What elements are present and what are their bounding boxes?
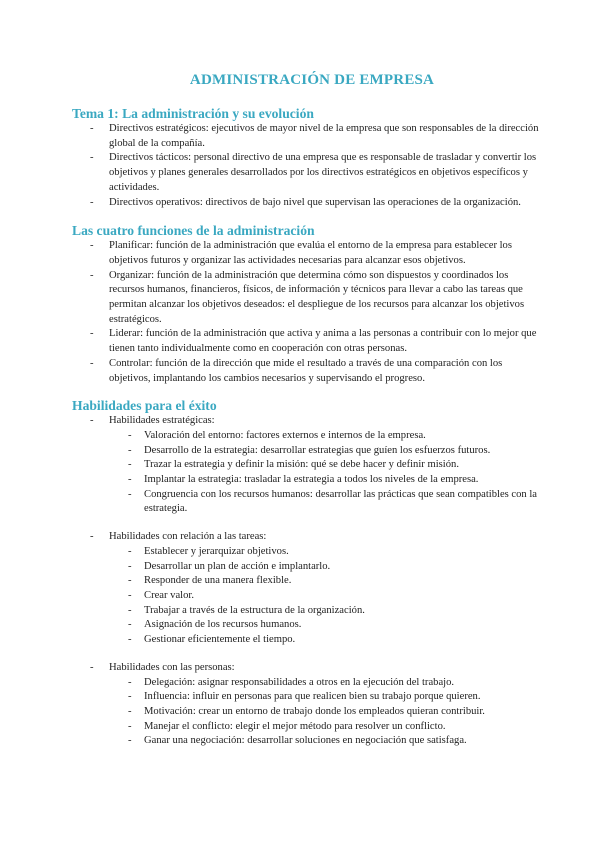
document-title: ADMINISTRACIÓN DE EMPRESA	[189, 72, 435, 88]
list-funciones	[72, 239, 540, 386]
sub-item: - Implantar la estrategia: trasladar la estrategia a todos los niveles de la empresa.	[109, 473, 540, 488]
sub-item: - Influencia: influir en personas para que realicen bien su trabajo porque quieren.	[109, 690, 540, 705]
list-habilidades	[72, 414, 540, 749]
sub-item: - Trabajar a través de la estructura de la organización.	[109, 604, 540, 619]
sub-item: - Motivación: crear un entorno de trabajo donde los empleados quieran contribuir.	[109, 705, 540, 720]
sub-item: - Valoración del entorno: factores externos e internos de la empresa.	[109, 429, 540, 444]
sub-item: - Crear valor.	[109, 589, 540, 604]
group-label: Habilidades con relación a las tareas:	[109, 531, 267, 543]
sub-item: - Desarrollo de la estrategia: desarrollar estrategias que guíen los esfuerzos futuros.	[109, 444, 540, 459]
list-item: - Planificar: función de la administración que evalúa el entorno de la empresa para establecer los objetivos futuros y organizar las actividades necesarias para alcanzar esos objetivos.	[72, 239, 540, 268]
group-personas	[72, 661, 540, 749]
sub-item: - Manejar el conflicto: elegir el mejor método para resolver un conflicto.	[109, 720, 540, 735]
section-heading-tema1: Tema 1: La administración y su evolución	[72, 106, 314, 121]
sub-item: - Desarrollar un plan de acción e implantarlo.	[109, 560, 540, 575]
list-item: - Directivos operativos: directivos de bajo nivel que supervisan las operaciones de la organización.	[72, 196, 540, 211]
list-item: - Organizar: función de la administración que determina cómo son dispuestos y coordinados los recursos humanos, financieros, físicos, de información y técnicos para llevar a cabo las tareas que permitan alcanzar los objetivos deseados: el despliegue de los recursos para alcanzar los objetivos estratégicos.	[72, 269, 540, 328]
sub-item: - Responder de una manera flexible.	[109, 574, 540, 589]
sub-item: - Congruencia con los recursos humanos: desarrollar las prácticas que sean compatibles con la estrategia.	[109, 488, 540, 517]
list-directivos	[72, 122, 540, 210]
sub-item: - Trazar la estrategia y definir la misión: qué se debe hacer y definir misión.	[109, 458, 540, 473]
list-item: - Liderar: función de la administración que activa y anima a las personas a contribuir con lo mejor que tienen tanto individualmente como en cooperación con otras personas.	[72, 327, 540, 356]
sub-item: - Establecer y jerarquizar objetivos.	[109, 545, 540, 560]
group-estrategicas	[72, 414, 540, 517]
sub-item: - Ganar una negociación: desarrollar soluciones en negociación que satisfaga.	[109, 734, 540, 749]
group-label: Habilidades estratégicas:	[109, 415, 215, 427]
section-heading-funciones: Las cuatro funciones de la administración	[72, 223, 315, 239]
section-heading-habilidades: Habilidades para el éxito	[72, 398, 217, 414]
sublist-personas	[109, 676, 540, 750]
list-item: - Directivos tácticos: personal directivo de una empresa que es responsable de trasladar y convertir los objetivos y planes generales desarrollados por los directivos estratégicos en objetivos específicos y actividades.	[72, 151, 540, 195]
sublist-tareas	[109, 545, 540, 648]
list-item: - Controlar: función de la dirección que mide el resultado a través de una comparación con los objetivos, implantando los cambios necesarios y supervisando el progreso.	[72, 357, 540, 386]
group-label: Habilidades con las personas:	[109, 661, 235, 673]
sub-item: - Asignación de los recursos humanos.	[109, 618, 540, 633]
sub-item: - Delegación: asignar responsabilidades a otros en la ejecución del trabajo.	[109, 676, 540, 691]
list-item: - Directivos estratégicos: ejecutivos de mayor nivel de la empresa que son responsables de la dirección global de la compañía.	[72, 122, 540, 151]
sub-item: - Gestionar eficientemente el tiempo.	[109, 633, 540, 648]
group-tareas	[72, 530, 540, 648]
sublist-estrategicas	[109, 429, 540, 517]
